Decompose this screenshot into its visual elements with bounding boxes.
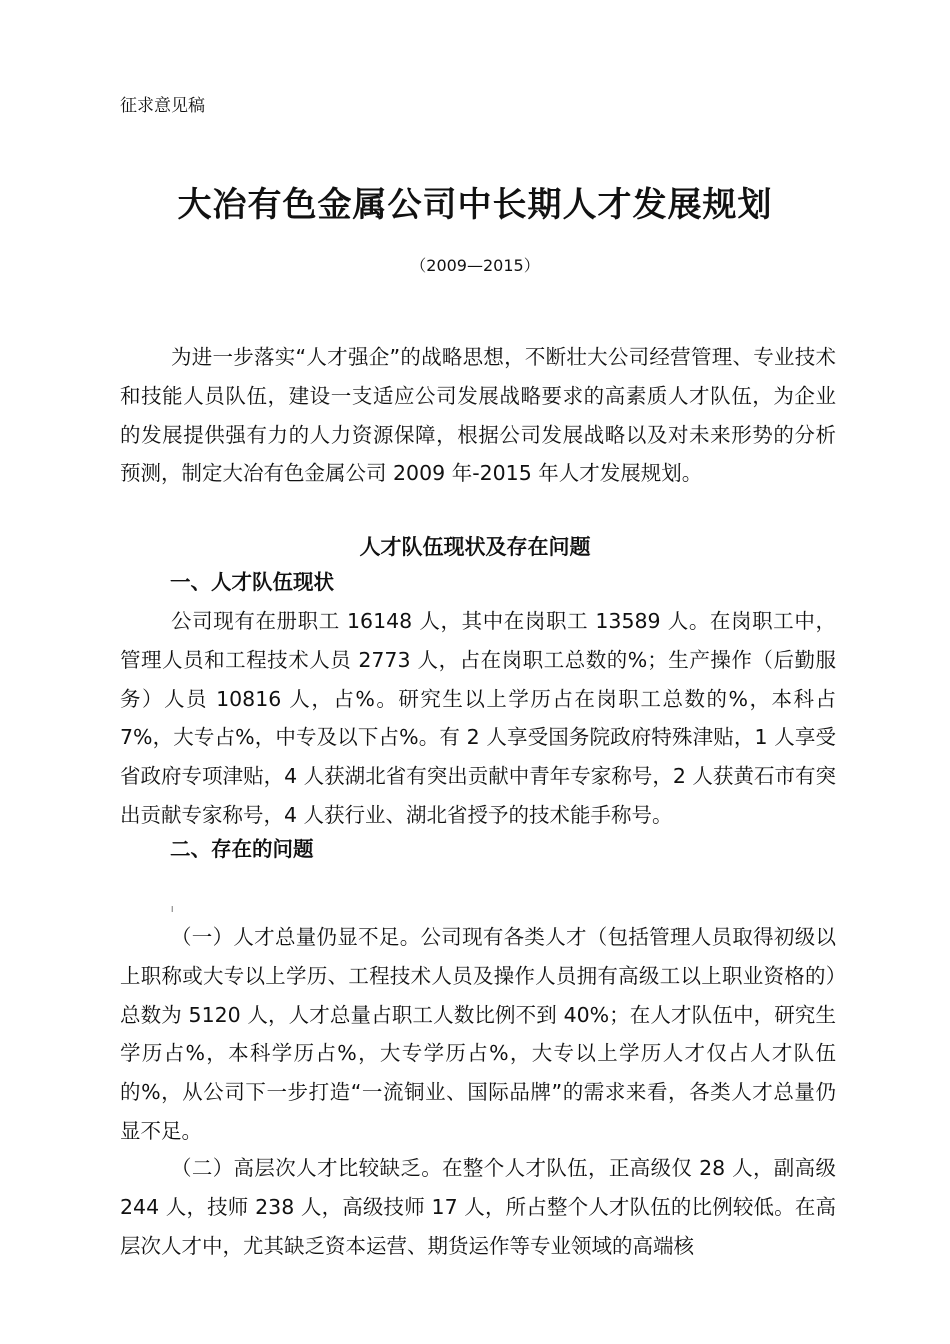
problems-heading: 二、存在的问题 [170, 837, 314, 861]
status-heading: 一、人才队伍现状 [170, 570, 334, 594]
problem-paragraph-2: （二）高层次人才比较缺乏。在整个人才队伍，正高级仅 28 人，副高级 244 人，技师 238 人，高级技师 17 人，所占整个人才队伍的比例较低。在高层次人才中，尤其缺乏资本运营、期货运作等专业领域的高端核 [120, 1156, 836, 1258]
status-paragraph: 公司现有在册职工 16148 人，其中在岗职工 13589 人。在岗职工中，管理人员和工程技术人员 2773 人，占在岗职工总数的%；生产操作（后勤服务）人员 10816 人，占%。研究生以上学历占在岗职工总数的%，本科占7%，大专占%，中专及以下占%。有 2 人享受国务院政府特殊津贴，1 人享受省政府专项津贴，4 人获湖北省有突出贡献中青年专家称号，2 人获黄石市有突出贡献专家称号，4 人获行业、湖北省授予的技术能手称号。 [120, 609, 836, 827]
problem-paragraph-1: （一）人才总量仍显不足。公司现有各类人才（包括管理人员取得初级以上职称或大专以上学历、工程技术人员及操作人员拥有高级工以上职业资格的）总数为 5120 人，人才总量占职工人数比例不到 40%；在人才队伍中，研究生学历占%，本科学历占%，大专学历占%，大专以上学历人才仅占人才队伍的%，从公司下一步打造“一流铜业、国际品牌”的需求来看，各类人才总量仍显不足。 [120, 925, 836, 1143]
document-period: （2009—2015） [410, 256, 540, 275]
document-title: 大冶有色金属公司中长期人才发展规划 [177, 185, 773, 225]
draft-label: 征求意见稿 [120, 96, 205, 116]
section-heading: 人才队伍现状及存在问题 [359, 535, 591, 559]
intro-paragraph: 为进一步落实“人才强企”的战略思想，不断壮大公司经营管理、专业技术和技能人员队伍，建设一支适应公司发展战略要求的高素质人才队伍，为企业的发展提供强有力的人力资源保障，根据公司发展战略以及对未来形势的分析预测，制定大冶有色金属公司 2009 年-2015 年人才发展规划。 [120, 345, 836, 486]
page-mark: I [171, 905, 174, 914]
